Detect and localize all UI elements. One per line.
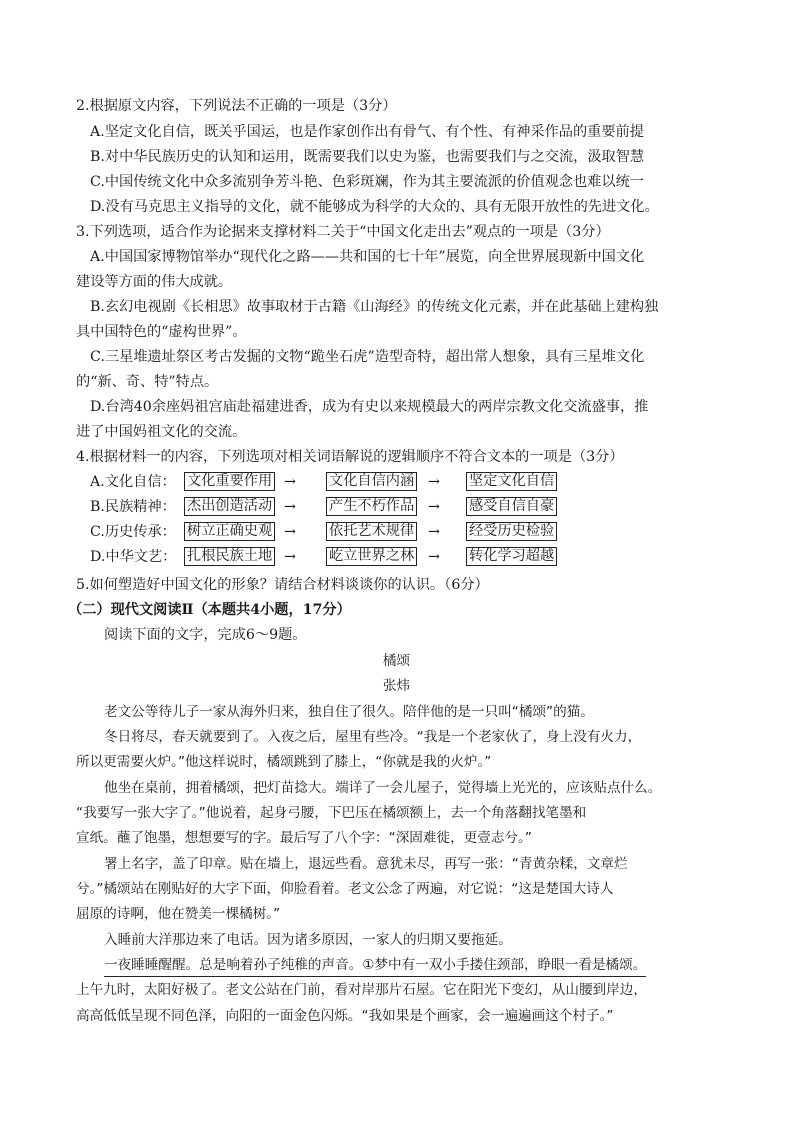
story-line: 宣纸。蘸了饱墨，想想要写的字。最后写了八个字：“深固难徙，更壹志兮。” (76, 830, 532, 846)
q4-box-1: 扎根民族土地 (184, 547, 275, 566)
story-line-underlined: 一夜睡睡醒醒。总是响着孙子纯稚的声音。①梦中有一双小手搂住颈部，睁眼一看是橘颂。 (104, 955, 646, 977)
story-line: 高高低低呈现不同色泽，向阳的一面金色闪烁。“我如果是个画家，会一遍遍画这个村子。” (76, 1008, 614, 1024)
q4-option-label: C.历史传承： (90, 524, 176, 540)
story-line: 所以更需要火炉。”他这样说时，橘颂跳到了膝上，“你就是我的火炉。” (76, 754, 492, 770)
story-line: 老文公等待儿子一家从海外归来，独自住了很久。陪伴他的是一只叫“橘颂”的猫。 (104, 704, 594, 720)
arrow-icon: → (284, 474, 296, 490)
q4-box-3: 转化学习超越 (466, 547, 557, 566)
q4-box-2: 文化自信内涵 (326, 472, 417, 491)
q2-option-b: B.对中华民族历史的认知和运用，既需要我们以史为鉴，也需要我们与之交流，汲取智慧 (90, 149, 645, 165)
story-line: “我要写一张大字了。”他说着，起身弓腰，下巴压在橘颂额上，去一个角落翻找笔墨和 (76, 805, 587, 821)
q4-box-1: 树立正确史观 (184, 522, 275, 541)
story-line: 冬日将尽，春天就要到了。入夜之后，屋里有些冷。“我是一个老家伙了，身上没有火力， (104, 729, 642, 745)
q3-option-c-cont: 的“新、奇、特”特点。 (76, 374, 219, 390)
arrow-icon: → (284, 549, 296, 565)
q4-box-1: 杰出创造活动 (184, 497, 275, 516)
arrow-icon: → (428, 499, 440, 515)
q3-option-c: C.三星堆遗址祭区考古发掘的文物“跪坐石虎”造型奇特，超出常人想象，具有三星堆文化 (90, 349, 645, 365)
q3-stem: 3.下列选项，适合作为论据来支撑材料二关于“中国文化走出去”观点的一项是（3分） (76, 224, 610, 240)
story-line: 他坐在桌前，拥着橘颂，把灯苗捻大。端详了一会儿屋子，觉得墙上光光的，应该贴点什么。 (104, 780, 662, 796)
q5-stem: 5.如何塑造好中国文化的形象？请结合材料谈谈你的认识。（6分） (76, 577, 489, 593)
arrow-icon: → (428, 524, 440, 540)
arrow-icon: → (284, 524, 296, 540)
q3-option-b-cont: 具中国特色的“虚构世界”。 (76, 324, 247, 340)
q2-option-d: D.没有马克思主义指导的文化，就不能够成为科学的大众的、具有无限开放性的先进文化。 (90, 199, 659, 215)
q4-box-3: 感受自信自豪 (466, 497, 557, 516)
arrow-icon: → (284, 499, 296, 515)
q4-option-b (90, 497, 555, 517)
q4-option-label: A.文化自信： (90, 474, 176, 490)
q4-box-2: 产生不朽作品 (326, 497, 417, 516)
q4-box-3: 坚定文化自信 (466, 472, 557, 491)
story-line: 署上名字，盖了印章。贴在墙上，退远些看。意犹未尽，再写一张：“青黄杂糅，文章烂 (104, 856, 628, 872)
q2-option-c: C.中国传统文化中众多流别争芳斗艳、色彩斑斓，作为其主要流派的价值观念也难以统一 (90, 174, 644, 190)
q2-stem: 2.根据原文内容，下列说法不正确的一项是（3分） (76, 98, 397, 114)
q4-box-1: 文化重要作用 (184, 472, 275, 491)
arrow-icon: → (428, 549, 440, 565)
q4-option-label: D.中华文艺： (90, 549, 177, 565)
arrow-icon: → (428, 474, 440, 490)
q3-option-d: D.台湾40余座妈祖宫庙赴福建进香，成为有史以来规模最大的两岸宗教文化交流盛事，推 (90, 399, 649, 415)
story-line: 上午九时，太阳好极了。老文公站在门前，看对岸那片石屋。它在阳光下变幻，从山腰到岸边， (76, 982, 647, 998)
q3-option-d-cont: 进了中国妈祖文化的交流。 (76, 424, 247, 440)
q4-stem: 4.根据材料一的内容，下列选项对相关词语解说的逻辑顺序不符合文本的一项是（3分） (76, 449, 624, 465)
story-line: 入睡前大洋那边来了电话。因为诸多原因，一家人的归期又要拖延。 (104, 932, 512, 948)
q3-option-b: B.玄幻电视剧《长相思》故事取材于古籍《山海经》的传统文化元素，并在此基础上建构独 (90, 299, 659, 315)
q4-option-d (90, 547, 555, 567)
q4-option-label: B.民族精神： (90, 499, 176, 515)
story-author: 张炜 (382, 678, 411, 694)
q4-option-a (90, 472, 555, 492)
q3-option-a: A.中国国家博物馆举办“现代化之路——共和国的七十年”展览，向全世界展现新中国文化 (90, 249, 645, 265)
story-title: 橘颂 (382, 653, 411, 669)
story-line: 屈原的诗啊，他在赞美一棵橘树。” (76, 906, 281, 922)
q4-box-2: 屹立世界之林 (326, 547, 417, 566)
q4-box-3: 经受历史检验 (466, 522, 557, 541)
q3-option-a-cont: 建设等方面的伟大成就。 (76, 274, 233, 290)
q4-box-2: 依托艺术规律 (326, 522, 417, 541)
q4-option-c (90, 522, 555, 542)
section-heading: （二）现代文阅读Ⅱ（本题共4小题，17分） (68, 602, 351, 618)
story-line: 兮。”橘颂站在刚贴好的大字下面，仰脸看着。老文公念了两遍，对它说：“这是楚国大诗人 (76, 881, 614, 897)
q2-option-a: A.坚定文化自信，既关乎国运，也是作家创作出有骨气、有个性、有神采作品的重要前提 (90, 124, 644, 140)
section-instruction: 阅读下面的文字，完成6～9题。 (104, 627, 307, 643)
